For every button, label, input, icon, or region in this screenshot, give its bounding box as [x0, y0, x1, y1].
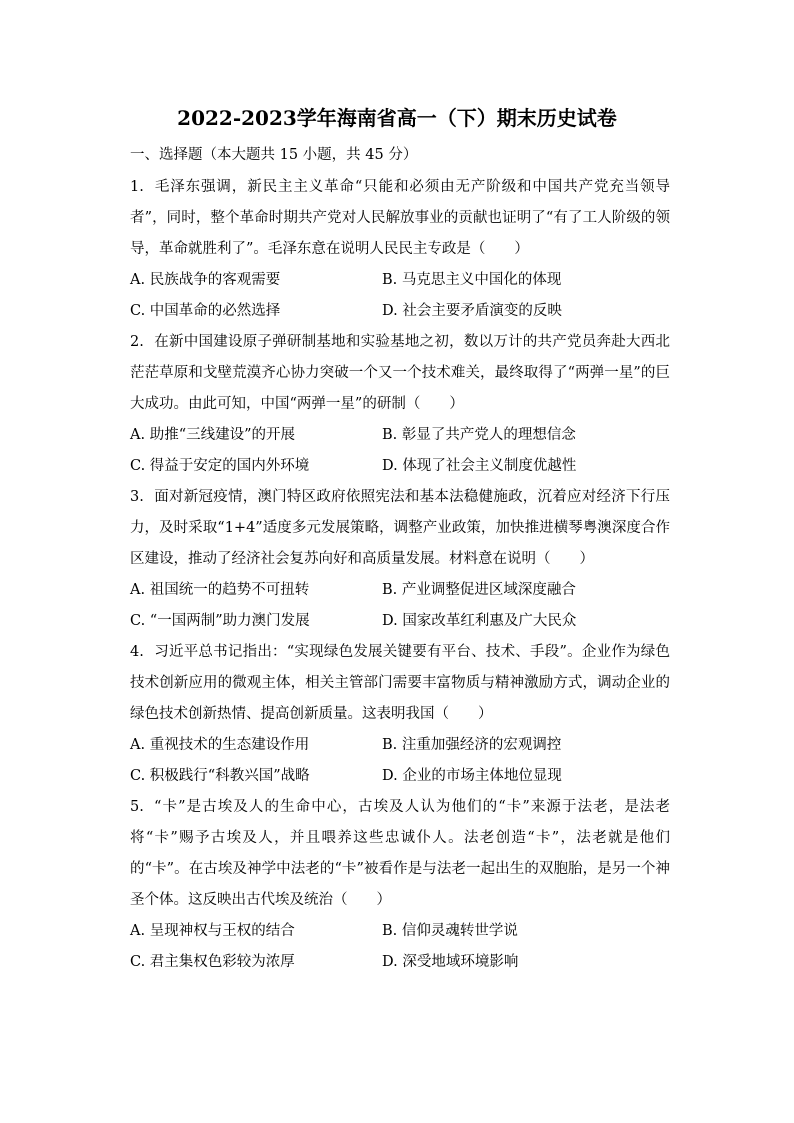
question-4	[130, 637, 670, 792]
option-c: C. 君主集权色彩较为浓厚	[130, 954, 295, 970]
question-1	[130, 172, 670, 327]
option-c: C. 得益于安定的国内外环境	[130, 458, 310, 474]
option-c: C. 积极践行“科教兴国”战略	[130, 768, 310, 784]
question-number: 5.	[130, 799, 144, 815]
question-text: 在新中国建设原子弹研制基地和实验基地之初，数以万计的共产党员奔赴大西北茫茫草原和戈壁荒漠齐心协力突破一个又一个技术难关，最终取得了“两弹一星”的巨大成功。由此可知，中国“两弹一星”的研制（ ）	[130, 334, 670, 412]
question-number: 4.	[130, 644, 144, 660]
section-heading: 一、选择题（本大题共 15 小题，共 45 分）	[130, 147, 418, 163]
option-list	[130, 916, 670, 978]
question-2	[130, 327, 670, 482]
option-a: A. 祖国统一的趋势不可扭转	[130, 582, 310, 598]
question-text: 习近平总书记指出：“实现绿色发展关键要有平台、技术、手段”。企业作为绿色技术创新应用的微观主体，相关主管部门需要丰富物质与精神激励方式，调动企业的绿色技术创新热情、提高创新质量。这表明我国（ ）	[130, 644, 670, 722]
option-b: B. 产业调整促进区域深度融合	[382, 582, 576, 598]
option-b: B. 注重加强经济的宏观调控	[382, 737, 562, 753]
question-text: 毛泽东强调，新民主主义革命“只能和必须由无产阶级和中国共产党充当领导者”，同时，整个革命时期共产党对人民解放事业的贡献也证明了“有了工人阶级的领导，革命就胜利了”。毛泽东意在说明人民民主专政是（ ）	[130, 179, 670, 257]
question-stem	[130, 172, 670, 265]
option-a: A. 助推“三线建设”的开展	[130, 427, 296, 443]
option-b: B. 信仰灵魂转世学说	[382, 923, 518, 939]
option-d: D. 国家改革红利惠及广大民众	[382, 613, 577, 629]
question-stem	[130, 327, 670, 420]
option-c: C. 中国革命的必然选择	[130, 303, 281, 319]
question-stem	[130, 792, 670, 916]
option-b: B. 彰显了共产党人的理想信念	[382, 427, 576, 443]
option-list	[130, 420, 670, 482]
option-list	[130, 265, 670, 327]
option-d: D. 深受地域环境影响	[382, 954, 519, 970]
option-list	[130, 575, 670, 637]
option-b: B. 马克思主义中国化的体现	[382, 272, 562, 288]
question-text: “卡”是古埃及人的生命中心，古埃及人认为他们的“卡”来源于法老，是法老将“卡”赐予古埃及人，并且喂养这些忠诚仆人。法老创造“卡”，法老就是他们的“卡”。在古埃及神学中法老的“卡”被看作是与法老一起出生的双胞胎，是另一个神圣个体。这反映出古代埃及统治（ ）	[130, 799, 670, 908]
option-d: D. 体现了社会主义制度优越性	[382, 458, 577, 474]
option-d: D. 社会主要矛盾演变的反映	[382, 303, 562, 319]
option-a: A. 重视技术的生态建设作用	[130, 737, 310, 753]
question-text: 面对新冠疫情，澳门特区政府依照宪法和基本法稳健施政，沉着应对经济下行压力，及时采取“1+4”适度多元发展策略，调整产业政策，加快推进横琴粤澳深度合作区建设，推动了经济社会复苏向好和高质量发展。材料意在说明（ ）	[130, 489, 670, 567]
question-number: 1.	[130, 179, 144, 195]
question-list	[130, 172, 670, 978]
question-3	[130, 482, 670, 637]
option-a: A. 民族战争的客观需要	[130, 272, 281, 288]
question-number: 3.	[130, 489, 144, 505]
question-stem	[130, 637, 670, 730]
question-stem	[130, 482, 670, 575]
question-number: 2.	[130, 334, 144, 350]
option-d: D. 企业的市场主体地位显现	[382, 768, 562, 784]
exam-title: 2022-2023学年海南省高一（下）期末历史试卷	[177, 106, 617, 130]
option-a: A. 呈现神权与王权的结合	[130, 923, 295, 939]
question-5	[130, 792, 670, 978]
option-c: C. “一国两制”助力澳门发展	[130, 613, 310, 629]
option-list	[130, 730, 670, 792]
